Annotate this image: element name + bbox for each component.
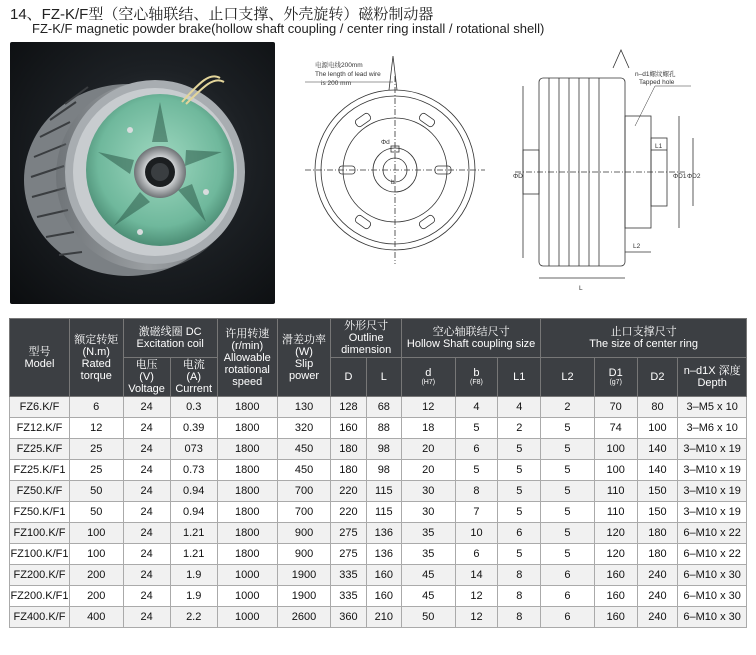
table-cell: 900: [277, 523, 331, 544]
table-cell: 3–M6 x 10: [678, 418, 747, 439]
table-cell: 20: [401, 439, 455, 460]
table-cell: 3–M10 x 19: [678, 460, 747, 481]
dim-L-label: L: [579, 285, 583, 292]
table-row: [10, 502, 747, 523]
table-cell: 8: [498, 565, 541, 586]
table-cell: 24: [123, 544, 170, 565]
col-current: 电流 (A) Current: [170, 358, 217, 397]
table-cell: 12: [455, 586, 498, 607]
table-cell: 4: [498, 397, 541, 418]
table-cell: FZ100.K/F1: [10, 544, 70, 565]
table-cell: 6: [498, 523, 541, 544]
table-cell: 10: [455, 523, 498, 544]
table-cell: 1.9: [170, 565, 217, 586]
table-cell: FZ25.K/F: [10, 439, 70, 460]
table-cell: 25: [69, 460, 123, 481]
col-d: d (H7): [401, 358, 455, 397]
table-cell: 4: [455, 397, 498, 418]
table-cell: 160: [366, 586, 401, 607]
table-cell: 100: [69, 544, 123, 565]
table-cell: 150: [637, 481, 678, 502]
table-cell: 335: [331, 586, 366, 607]
table-cell: FZ50.K/F1: [10, 502, 70, 523]
table-cell: 240: [637, 607, 678, 628]
table-cell: 6: [541, 586, 595, 607]
table-cell: 8: [455, 481, 498, 502]
col-model: 型号 Model: [10, 319, 70, 397]
table-cell: 1800: [217, 544, 277, 565]
table-cell: 2: [541, 397, 595, 418]
spec-table: [9, 318, 747, 628]
table-cell: 100: [69, 523, 123, 544]
table-cell: FZ6.K/F: [10, 397, 70, 418]
table-cell: 7: [455, 502, 498, 523]
table-cell: 450: [277, 439, 331, 460]
table-row: [10, 460, 747, 481]
table-row: [10, 523, 747, 544]
table-cell: 6: [541, 607, 595, 628]
table-cell: 5: [541, 418, 595, 439]
table-cell: 400: [69, 607, 123, 628]
col-hollow-shaft: 空心轴联结尺寸 Hollow Shaft coupling size: [401, 319, 540, 358]
tapped-hole-label-cn: n–d1螺纹螺孔: [635, 71, 676, 78]
table-cell: 6–M10 x 30: [678, 565, 747, 586]
table-cell: 1000: [217, 607, 277, 628]
table-cell: 14: [455, 565, 498, 586]
table-cell: 1800: [217, 502, 277, 523]
col-outline: 外形尺寸 Outline dimension: [331, 319, 402, 358]
table-cell: 5: [455, 418, 498, 439]
table-cell: 6: [455, 544, 498, 565]
table-cell: 74: [594, 418, 637, 439]
table-cell: FZ200.K/F1: [10, 586, 70, 607]
table-cell: 136: [366, 523, 401, 544]
drawing-graphic: [295, 46, 747, 302]
table-cell: 24: [123, 481, 170, 502]
table-cell: 1.21: [170, 544, 217, 565]
table-cell: 115: [366, 502, 401, 523]
table-cell: 700: [277, 481, 331, 502]
table-cell: 1800: [217, 397, 277, 418]
table-cell: 160: [594, 586, 637, 607]
table-cell: 160: [594, 565, 637, 586]
table-cell: 24: [123, 460, 170, 481]
table-cell: 0.94: [170, 481, 217, 502]
table-cell: 2.2: [170, 607, 217, 628]
col-b: b (F8): [455, 358, 498, 397]
table-cell: 130: [277, 397, 331, 418]
table-cell: 24: [123, 502, 170, 523]
table-cell: 24: [123, 607, 170, 628]
table-cell: 900: [277, 544, 331, 565]
table-cell: 220: [331, 481, 366, 502]
table-cell: 100: [637, 418, 678, 439]
table-cell: 360: [331, 607, 366, 628]
table-cell: 80: [637, 397, 678, 418]
col-D1: D1 (g7): [594, 358, 637, 397]
title-chinese: 14、FZ-K/F型（空心轴联结、止口支撑、外壳旋转）磁粉制动器: [10, 6, 434, 23]
table-cell: 5: [541, 481, 595, 502]
table-cell: 128: [331, 397, 366, 418]
table-row: [10, 481, 747, 502]
col-torque: 额定转矩 (N.m) Rated torque: [69, 319, 123, 397]
table-cell: 160: [366, 565, 401, 586]
table-cell: 210: [366, 607, 401, 628]
table-row: [10, 565, 747, 586]
table-cell: 30: [401, 481, 455, 502]
table-cell: 1800: [217, 418, 277, 439]
table-cell: 1800: [217, 439, 277, 460]
table-cell: 50: [401, 607, 455, 628]
dim-L2-label: L2: [633, 243, 641, 250]
table-cell: 20: [401, 460, 455, 481]
table-cell: 136: [366, 544, 401, 565]
table-cell: 0.94: [170, 502, 217, 523]
table-cell: 6–M10 x 30: [678, 607, 747, 628]
table-cell: 6: [455, 439, 498, 460]
table-cell: 180: [331, 460, 366, 481]
table-cell: 2: [498, 418, 541, 439]
table-cell: 1800: [217, 523, 277, 544]
table-cell: 12: [69, 418, 123, 439]
tapped-hole-label-en: Tapped hole: [639, 79, 675, 86]
spec-table-body: [10, 397, 747, 628]
table-cell: 5: [541, 544, 595, 565]
table-cell: 240: [637, 565, 678, 586]
dim-D-label: ΦD: [513, 173, 523, 180]
table-cell: 140: [637, 460, 678, 481]
table-cell: 1900: [277, 565, 331, 586]
table-cell: 110: [594, 502, 637, 523]
table-cell: 6: [541, 565, 595, 586]
table-cell: 50: [69, 481, 123, 502]
table-cell: 45: [401, 565, 455, 586]
table-cell: 160: [594, 607, 637, 628]
col-speed: 许用转速 (r/min) Allowable rotational speed: [217, 319, 277, 397]
col-L2: L2: [541, 358, 595, 397]
table-cell: 200: [69, 586, 123, 607]
table-cell: 0.73: [170, 460, 217, 481]
table-cell: 12: [455, 607, 498, 628]
table-cell: 5: [455, 460, 498, 481]
table-cell: 3–M10 x 19: [678, 439, 747, 460]
dim-d-label: Φd: [381, 139, 390, 146]
dim-b-label: b: [391, 179, 395, 186]
table-cell: 98: [366, 439, 401, 460]
table-cell: 5: [541, 502, 595, 523]
table-cell: 073: [170, 439, 217, 460]
table-cell: 1000: [217, 586, 277, 607]
table-cell: 0.3: [170, 397, 217, 418]
table-cell: 5: [498, 460, 541, 481]
table-cell: 6: [69, 397, 123, 418]
table-cell: 320: [277, 418, 331, 439]
table-cell: 68: [366, 397, 401, 418]
product-photo: [10, 42, 275, 304]
table-cell: 5: [541, 523, 595, 544]
table-cell: 6–M10 x 30: [678, 586, 747, 607]
table-row: [10, 607, 747, 628]
table-cell: 24: [123, 565, 170, 586]
table-cell: 70: [594, 397, 637, 418]
table-cell: 450: [277, 460, 331, 481]
table-cell: 140: [637, 439, 678, 460]
col-D2: D2: [637, 358, 678, 397]
table-cell: 100: [594, 460, 637, 481]
table-cell: 1.21: [170, 523, 217, 544]
header-row-top: [10, 319, 747, 358]
table-row: [10, 586, 747, 607]
table-cell: 0.39: [170, 418, 217, 439]
table-cell: 3–M10 x 19: [678, 502, 747, 523]
table-cell: 120: [594, 523, 637, 544]
technical-drawing: [295, 46, 747, 302]
table-cell: 200: [69, 565, 123, 586]
table-cell: 24: [123, 397, 170, 418]
title-english: FZ-K/F magnetic powder brake(hollow shaft coupling / center ring install / rotational shell): [32, 21, 545, 36]
table-cell: 30: [401, 502, 455, 523]
table-cell: 35: [401, 544, 455, 565]
table-cell: 45: [401, 586, 455, 607]
col-L1: L1: [498, 358, 541, 397]
dim-D1-label: ΦD1: [673, 173, 687, 180]
col-nd1-depth: n–d1X 深度 Depth: [678, 358, 747, 397]
table-cell: 1000: [217, 565, 277, 586]
table-cell: 5: [498, 439, 541, 460]
lead-wire-label-cn: 电源电线200mm: [315, 62, 363, 69]
table-cell: 275: [331, 523, 366, 544]
table-cell: 12: [401, 397, 455, 418]
table-cell: 1800: [217, 460, 277, 481]
table-cell: 700: [277, 502, 331, 523]
table-row: [10, 418, 747, 439]
table-cell: 160: [331, 418, 366, 439]
table-cell: 5: [498, 481, 541, 502]
table-cell: 1900: [277, 586, 331, 607]
table-row: [10, 544, 747, 565]
table-cell: 8: [498, 607, 541, 628]
table-cell: 6–M10 x 22: [678, 544, 747, 565]
col-L: L: [366, 358, 401, 397]
table-cell: 88: [366, 418, 401, 439]
table-cell: 220: [331, 502, 366, 523]
table-cell: 1.9: [170, 586, 217, 607]
table-cell: 180: [637, 523, 678, 544]
col-slip: 滑差功率 (W) Slip power: [277, 319, 331, 397]
table-cell: FZ200.K/F: [10, 565, 70, 586]
table-cell: FZ25.K/F1: [10, 460, 70, 481]
table-cell: FZ100.K/F: [10, 523, 70, 544]
table-cell: 275: [331, 544, 366, 565]
brake-photo-graphic: [10, 42, 275, 304]
table-cell: 120: [594, 544, 637, 565]
table-cell: 98: [366, 460, 401, 481]
table-cell: 3–M5 x 10: [678, 397, 747, 418]
table-cell: FZ12.K/F: [10, 418, 70, 439]
lead-wire-label-en1: The length of lead wire: [315, 71, 381, 78]
table-cell: 335: [331, 565, 366, 586]
table-cell: 240: [637, 586, 678, 607]
table-cell: 18: [401, 418, 455, 439]
table-cell: 5: [541, 439, 595, 460]
table-cell: 50: [69, 502, 123, 523]
table-cell: 8: [498, 586, 541, 607]
table-cell: 2600: [277, 607, 331, 628]
table-cell: 3–M10 x 19: [678, 481, 747, 502]
table-cell: 25: [69, 439, 123, 460]
lead-wire-label-en2: is 200 mm: [321, 80, 351, 87]
table-cell: FZ400.K/F: [10, 607, 70, 628]
table-cell: 5: [498, 544, 541, 565]
col-voltage: 电压 (V) Voltage: [123, 358, 170, 397]
table-cell: 5: [541, 460, 595, 481]
table-cell: 150: [637, 502, 678, 523]
table-cell: 6–M10 x 22: [678, 523, 747, 544]
col-center-ring: 止口支撑尺寸 The size of center ring: [541, 319, 747, 358]
dim-L1-label: L1: [655, 143, 663, 150]
table-row: [10, 439, 747, 460]
table-cell: 180: [637, 544, 678, 565]
table-cell: 24: [123, 523, 170, 544]
table-cell: 5: [498, 502, 541, 523]
table-cell: 24: [123, 418, 170, 439]
table-cell: 24: [123, 439, 170, 460]
dim-D2-label: ΦD2: [687, 173, 701, 180]
table-cell: 115: [366, 481, 401, 502]
col-coil: 激磁线圈 DC Excitation coil: [123, 319, 217, 358]
table-cell: 35: [401, 523, 455, 544]
table-cell: 1800: [217, 481, 277, 502]
table-cell: 100: [594, 439, 637, 460]
table-cell: FZ50.K/F: [10, 481, 70, 502]
col-D: D: [331, 358, 366, 397]
table-cell: 180: [331, 439, 366, 460]
table-row: [10, 397, 747, 418]
table-cell: 24: [123, 586, 170, 607]
table-cell: 110: [594, 481, 637, 502]
